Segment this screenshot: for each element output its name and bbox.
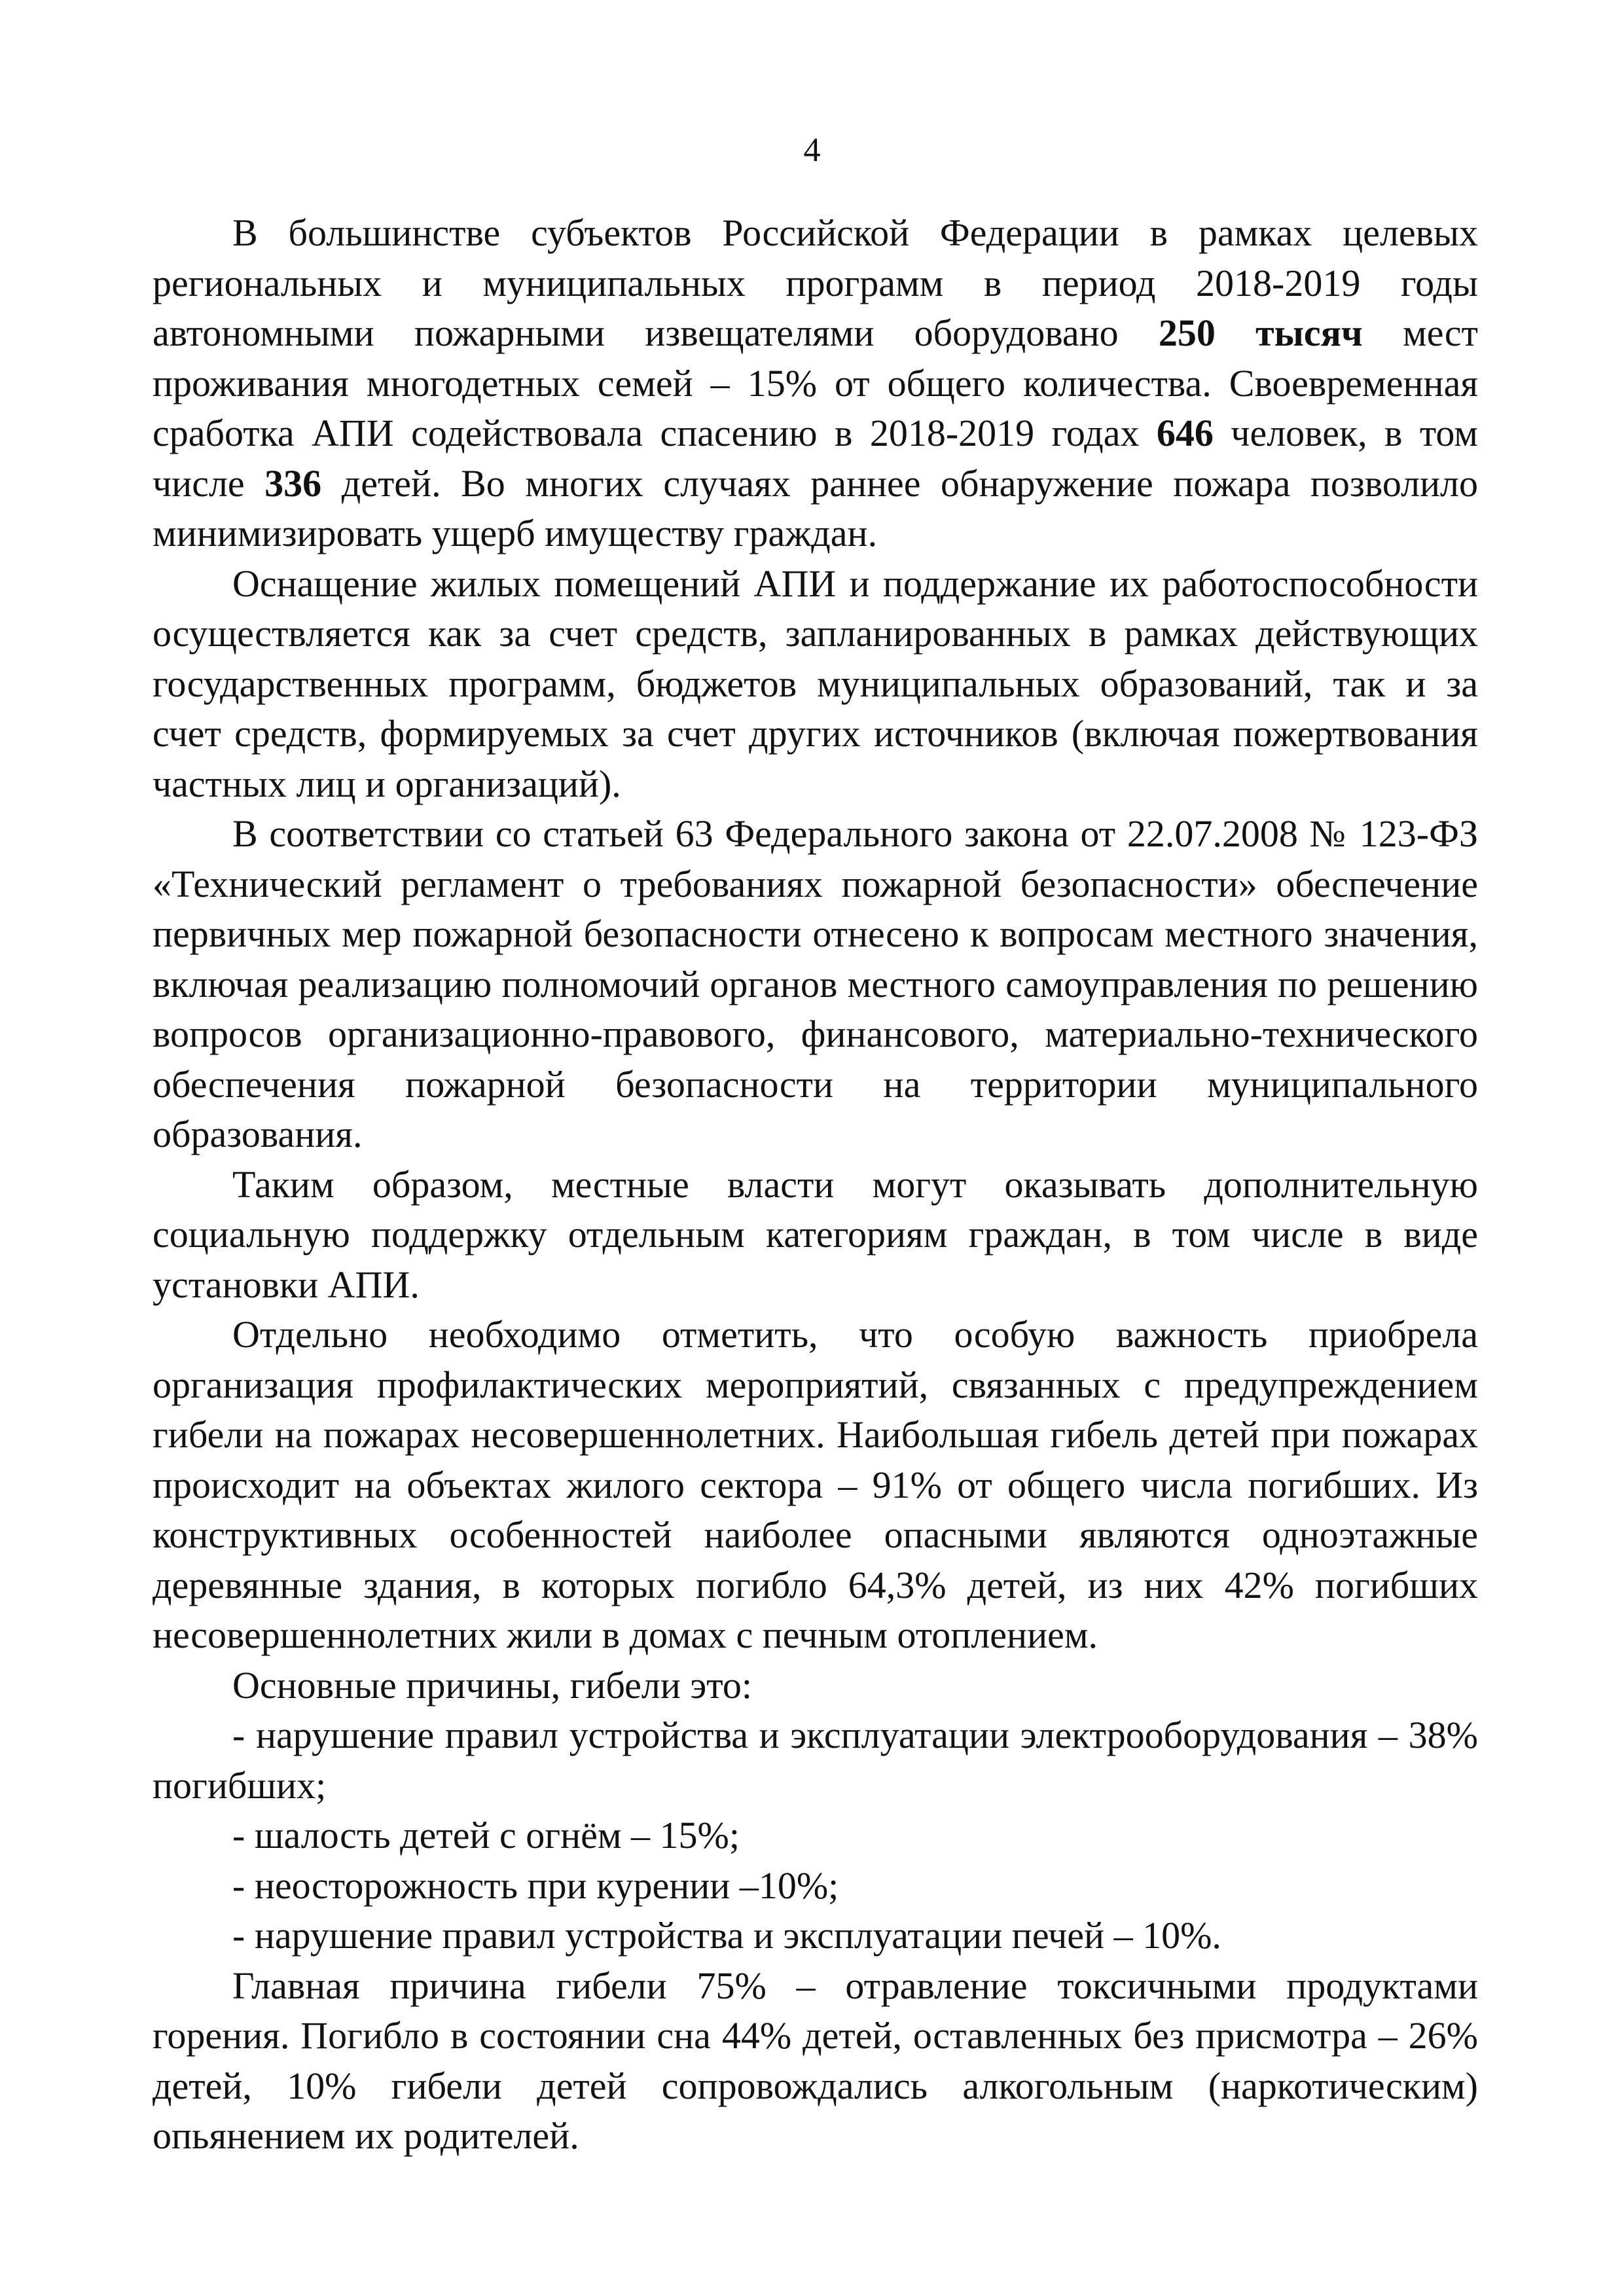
list-item: - нарушение правил устройства и эксплуатации электрооборудования – 38% погибших; <box>153 1714 1478 1807</box>
paragraph-text: мест проживания многодетных семей – 15% от общего количества. Своевременная сработка АПИ содействовала спасению в 2018-2019 годах <box>153 312 1478 454</box>
page-number: 4 <box>803 132 821 169</box>
document-body <box>153 208 1478 2161</box>
list-item: - нарушение правил устройства и эксплуатации печей – 10%. <box>232 1914 1221 1957</box>
paragraph-causes-intro: Основные причины, гибели это: <box>232 1663 752 1707</box>
paragraph-federal-law: В соответствии со статьей 63 Федерального закона от 22.07.2008 № 123-ФЗ «Технический регламент о требованиях пожарной безопасности» обеспечение первичных мер пожарной безопасности отнесено к вопросам местного значения, включая реализацию полномочий органов местного самоуправления по решению вопросов организационно-правового, финансового, материально-технического обеспечения пожарной безопасности на территории муниципального образования. <box>153 812 1478 1155</box>
paragraph-text: В большинстве субъектов Российской Федерации в рамках целевых региональных и муниципальных программ в период 2018-2019 годы автономными пожарными извещателями оборудовано <box>153 211 1478 354</box>
bold-figure: 336 <box>264 461 322 505</box>
paragraph-minors-prevention: Отдельно необходимо отметить, что особую важность приобрела организация профилактических мероприятий, связанных с предупреждением гибели на пожарах несовершеннолетних. Наибольшая гибель детей при пожарах происходит на объектах жилого сектора – 91% от общего числа погибших. Из конструктивных особенностей наиболее опасными являются одноэтажные деревянные здания, в которых погибло 64,3% детей, из них 42% погибших несовершеннолетних жили в домах с печным отоплением. <box>153 1313 1478 1656</box>
bold-figure: 646 <box>1156 412 1214 454</box>
list-item: - шалость детей с огнём – 15%; <box>232 1814 740 1856</box>
list-item: - неосторожность при курении –10%; <box>232 1864 839 1907</box>
bold-figure: 250 тысяч <box>1158 312 1363 354</box>
paragraph-funding: Оснащение жилых помещений АПИ и поддержание их работоспособности осуществляется как за счет средств, запланированных в рамках действующих государственных программ, бюджетов муниципальных образований, так и за счет средств, формируемых за счет других источников (включая пожертвования частных лиц и организаций). <box>153 562 1478 805</box>
paragraph-fire-detectors <box>153 208 1478 559</box>
paragraph-local-authorities: Таким образом, местные власти могут оказывать дополнительную социальную поддержку отдельным категориям граждан, в том числе в виде установки АПИ. <box>153 1163 1478 1306</box>
paragraph-text: человек, в том числе <box>153 412 1478 505</box>
paragraph-main-cause: Главная причина гибели 75% – отравление токсичными продуктами горения. Погибло в состоянии сна 44% детей, оставленных без присмотра – 26% детей, 10% гибели детей сопровождались алкогольным (наркотическим) опьянением их родителей. <box>153 1964 1478 2157</box>
paragraph-text: детей. Во многих случаях раннее обнаружение пожара позволило минимизировать ущерб имуществу граждан. <box>153 461 1478 554</box>
